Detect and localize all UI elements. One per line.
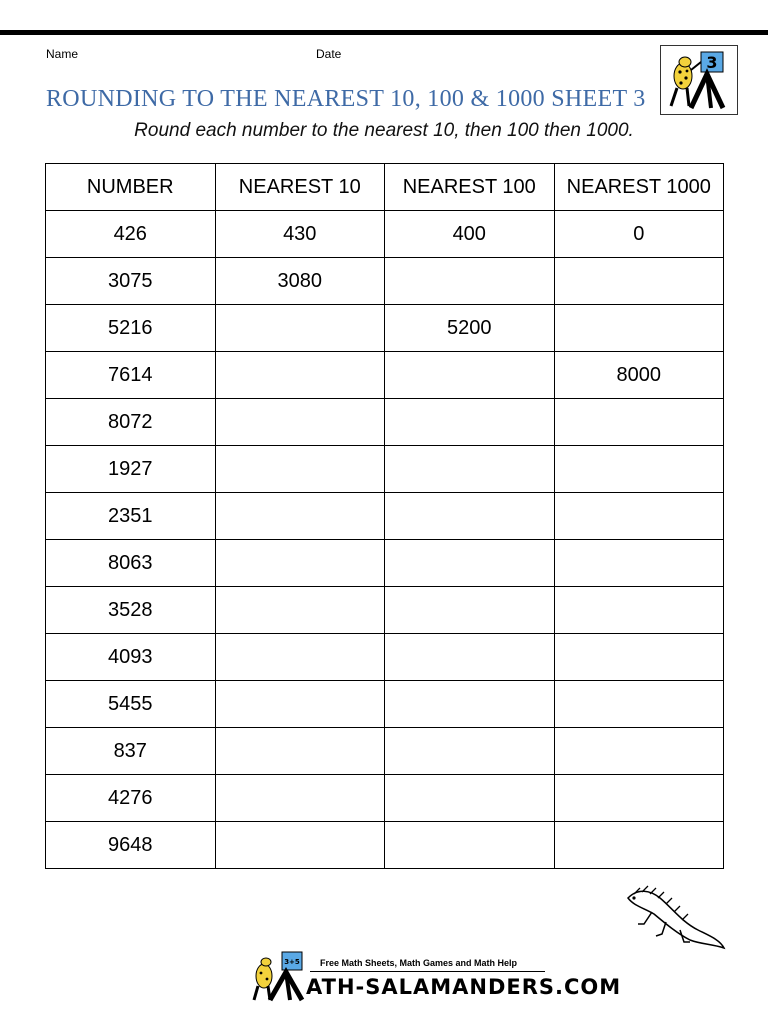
nearest-100-cell[interactable] bbox=[385, 540, 555, 587]
table-row bbox=[46, 822, 724, 869]
table-row bbox=[46, 493, 724, 540]
nearest-10-cell[interactable] bbox=[215, 493, 385, 540]
table-row bbox=[46, 681, 724, 728]
nearest-100-cell[interactable] bbox=[385, 493, 555, 540]
nearest-10-cell[interactable] bbox=[215, 587, 385, 634]
footer-brand[interactable]: ATH-SALAMANDERS.COM bbox=[306, 975, 622, 999]
number-cell: 2351 bbox=[46, 493, 216, 540]
nearest-10-cell[interactable] bbox=[215, 634, 385, 681]
nearest-1000-cell[interactable] bbox=[554, 728, 724, 775]
header-nearest-1000: NEAREST 1000 bbox=[554, 164, 724, 211]
footer-tagline: Free Math Sheets, Math Games and Math Help bbox=[320, 958, 518, 968]
salamander-m-icon bbox=[248, 948, 310, 1004]
nearest-1000-cell[interactable]: 0 bbox=[554, 211, 724, 258]
nearest-1000-cell[interactable] bbox=[554, 305, 724, 352]
nearest-1000-cell[interactable] bbox=[554, 399, 724, 446]
name-label: Name bbox=[46, 47, 79, 61]
nearest-100-cell[interactable]: 400 bbox=[385, 211, 555, 258]
number-cell: 8063 bbox=[46, 540, 216, 587]
nearest-1000-cell[interactable] bbox=[554, 775, 724, 822]
nearest-10-cell[interactable] bbox=[215, 352, 385, 399]
nearest-100-cell[interactable] bbox=[385, 399, 555, 446]
number-cell: 1927 bbox=[46, 446, 216, 493]
nearest-100-cell[interactable] bbox=[385, 681, 555, 728]
nearest-1000-cell[interactable] bbox=[554, 681, 724, 728]
table-row bbox=[46, 728, 724, 775]
number-cell: 3528 bbox=[46, 587, 216, 634]
nearest-1000-cell[interactable] bbox=[554, 493, 724, 540]
nearest-1000-cell[interactable] bbox=[554, 587, 724, 634]
nearest-10-cell[interactable]: 430 bbox=[215, 211, 385, 258]
table-row bbox=[46, 446, 724, 493]
salamander-easel-icon bbox=[661, 46, 737, 114]
number-cell: 7614 bbox=[46, 352, 216, 399]
table-row bbox=[46, 634, 724, 681]
table-row bbox=[46, 258, 724, 305]
instructions: Round each number to the nearest 10, then 100 then 1000. bbox=[134, 120, 634, 141]
footer-rule bbox=[310, 971, 545, 972]
top-rule bbox=[0, 30, 768, 35]
nearest-100-cell[interactable] bbox=[385, 352, 555, 399]
nearest-100-cell[interactable] bbox=[385, 634, 555, 681]
table-row bbox=[46, 540, 724, 587]
number-cell: 5216 bbox=[46, 305, 216, 352]
number-cell: 9648 bbox=[46, 822, 216, 869]
logo-badge: 3 bbox=[706, 53, 718, 72]
header-logo bbox=[660, 45, 738, 115]
table-row bbox=[46, 399, 724, 446]
number-cell: 4276 bbox=[46, 775, 216, 822]
nearest-1000-cell[interactable] bbox=[554, 822, 724, 869]
nearest-10-cell[interactable] bbox=[215, 305, 385, 352]
nearest-10-cell[interactable] bbox=[215, 540, 385, 587]
header-number: NUMBER bbox=[46, 164, 216, 211]
nearest-1000-cell[interactable]: 8000 bbox=[554, 352, 724, 399]
nearest-10-cell[interactable] bbox=[215, 822, 385, 869]
table-row bbox=[46, 211, 724, 258]
header-nearest-10: NEAREST 10 bbox=[215, 164, 385, 211]
header-nearest-100: NEAREST 100 bbox=[385, 164, 555, 211]
nearest-10-cell[interactable] bbox=[215, 681, 385, 728]
nearest-100-cell[interactable] bbox=[385, 728, 555, 775]
nearest-100-cell[interactable] bbox=[385, 775, 555, 822]
rounding-table bbox=[45, 163, 724, 869]
date-label: Date bbox=[316, 47, 342, 61]
nearest-10-cell[interactable] bbox=[215, 775, 385, 822]
table-row bbox=[46, 587, 724, 634]
nearest-100-cell[interactable] bbox=[385, 822, 555, 869]
table-header-row bbox=[46, 164, 724, 211]
number-cell: 426 bbox=[46, 211, 216, 258]
nearest-1000-cell[interactable] bbox=[554, 540, 724, 587]
nearest-10-cell[interactable] bbox=[215, 446, 385, 493]
table-row bbox=[46, 305, 724, 352]
nearest-1000-cell[interactable] bbox=[554, 258, 724, 305]
number-cell: 5455 bbox=[46, 681, 216, 728]
number-cell: 8072 bbox=[46, 399, 216, 446]
nearest-100-cell[interactable] bbox=[385, 446, 555, 493]
number-cell: 837 bbox=[46, 728, 216, 775]
nearest-100-cell[interactable] bbox=[385, 258, 555, 305]
nearest-1000-cell[interactable] bbox=[554, 634, 724, 681]
nearest-100-cell[interactable] bbox=[385, 587, 555, 634]
footer-logo-badge: 3+5 bbox=[284, 958, 300, 966]
nearest-1000-cell[interactable] bbox=[554, 446, 724, 493]
nearest-100-cell[interactable]: 5200 bbox=[385, 305, 555, 352]
number-cell: 3075 bbox=[46, 258, 216, 305]
lizard-icon bbox=[620, 884, 730, 956]
table-row bbox=[46, 775, 724, 822]
nearest-10-cell[interactable] bbox=[215, 399, 385, 446]
nearest-10-cell[interactable]: 3080 bbox=[215, 258, 385, 305]
number-cell: 4093 bbox=[46, 634, 216, 681]
page-title: ROUNDING TO THE NEAREST 10, 100 & 1000 SHEET 3 bbox=[46, 86, 646, 112]
table-row bbox=[46, 352, 724, 399]
nearest-10-cell[interactable] bbox=[215, 728, 385, 775]
